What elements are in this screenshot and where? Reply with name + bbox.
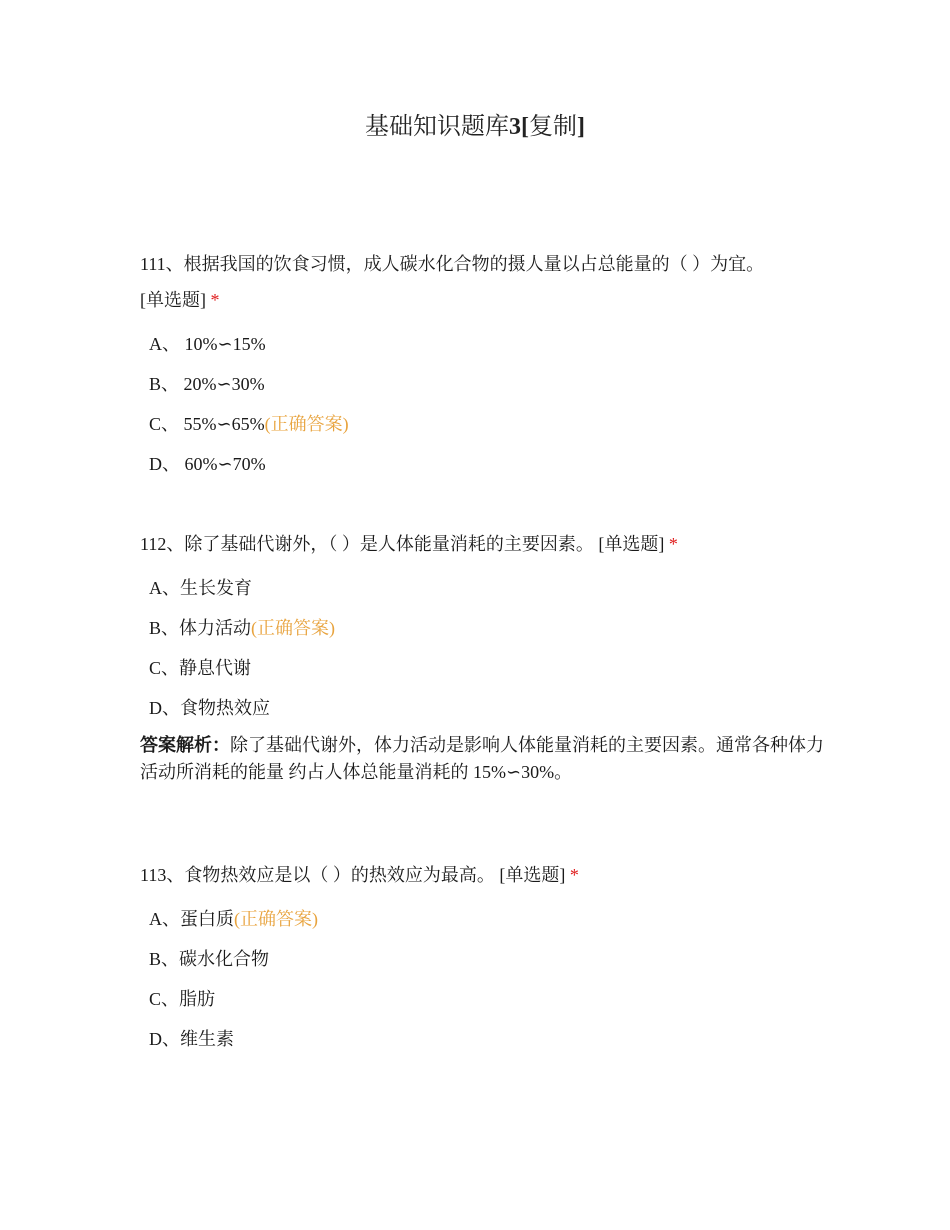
correct-answer-mark: (正确答案) — [234, 909, 318, 929]
required-star: * — [569, 865, 579, 885]
question-type — [598, 534, 678, 554]
option-d[interactable] — [140, 444, 830, 484]
option-text: C、脂肪 — [149, 989, 216, 1009]
option-text: D、 60%∽70% — [149, 454, 266, 474]
question-text: 111、根据我国的饮食习惯，成人碳水化合物的摄人量以占总能量的（ ）为宜。 — [140, 254, 765, 274]
question-type — [140, 290, 220, 310]
answer-analysis — [140, 732, 830, 786]
question-type-label: [单选题] — [598, 534, 665, 554]
option-a[interactable] — [140, 568, 830, 608]
option-text: D、维生素 — [149, 1029, 234, 1049]
option-text: C、静息代谢 — [149, 658, 252, 678]
question-stem — [140, 857, 830, 893]
option-text: C、 55%∽65% — [149, 414, 265, 434]
option-c[interactable] — [140, 979, 830, 1019]
analysis-text: 除了基础代谢外，体力活动是影响人体能量消耗的主要因素。通常各种体力活动所消耗的能量 约占人体总能量消耗的 15%∽30%。 — [140, 735, 824, 782]
page-title — [0, 110, 950, 144]
option-a[interactable] — [140, 324, 830, 364]
option-text: B、 20%∽30% — [149, 374, 265, 394]
question-type — [499, 865, 579, 885]
title-main: 基础知识题库 — [365, 114, 509, 140]
option-list — [140, 899, 830, 1059]
option-b[interactable] — [140, 364, 830, 404]
question-113 — [140, 857, 830, 1059]
required-star: * — [210, 290, 220, 310]
option-text: A、 10%∽15% — [149, 334, 266, 354]
question-111 — [140, 246, 830, 484]
question-text: 113、食物热效应是以（ ）的热效应为最高。 — [140, 865, 495, 885]
option-text: A、生长发育 — [149, 578, 252, 598]
option-b[interactable] — [140, 939, 830, 979]
option-list — [140, 568, 830, 728]
question-type-label: [单选题] — [140, 290, 206, 310]
option-b[interactable] — [140, 608, 830, 648]
option-d[interactable] — [140, 688, 830, 728]
analysis-label: 答案解析： — [140, 735, 230, 755]
correct-answer-mark: (正确答案) — [264, 414, 349, 434]
required-star: * — [668, 534, 678, 554]
title-number: 3[ — [509, 114, 529, 140]
option-list — [140, 324, 830, 484]
question-112 — [140, 526, 830, 786]
option-c[interactable] — [140, 648, 830, 688]
option-a[interactable] — [140, 899, 830, 939]
option-d[interactable] — [140, 1019, 830, 1059]
question-stem — [140, 526, 830, 562]
question-text: 112、除了基础代谢外，（ ）是人体能量消耗的主要因素。 — [140, 534, 594, 554]
option-text: B、碳水化合物 — [149, 949, 270, 969]
title-copy: 复制 — [529, 114, 577, 140]
question-stem — [140, 246, 830, 318]
question-type-label: [单选题] — [499, 865, 566, 885]
option-c[interactable] — [140, 404, 830, 444]
correct-answer-mark: (正确答案) — [251, 618, 336, 638]
title-close-bracket: ] — [577, 114, 585, 140]
option-text: B、体力活动 — [149, 618, 252, 638]
option-text: A、蛋白质 — [149, 909, 234, 929]
option-text: D、食物热效应 — [149, 698, 270, 718]
